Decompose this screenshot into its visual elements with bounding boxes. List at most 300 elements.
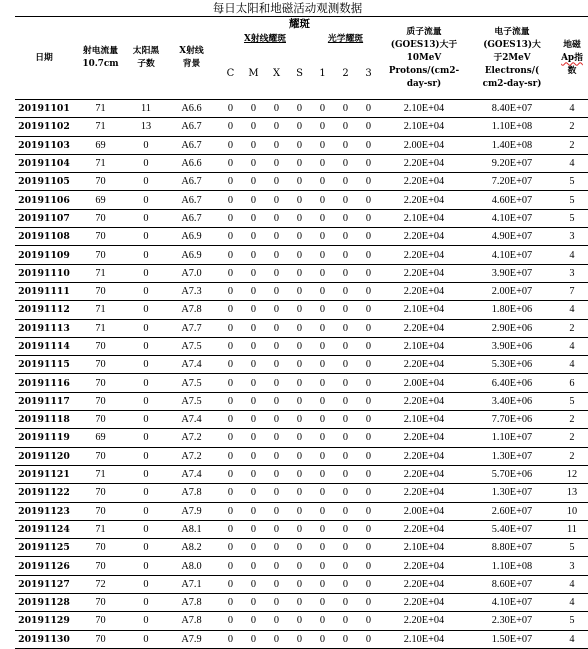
radio-flux-cell: 70 xyxy=(73,282,128,300)
sunspot-cell: 0 xyxy=(128,246,164,264)
proton-flux-cell: 2.20E+04 xyxy=(380,520,468,538)
flare-m-cell: 0 xyxy=(242,594,265,612)
ap-index-cell: 5 xyxy=(556,392,588,410)
date-cell: 20191124 xyxy=(15,520,73,538)
flare-c-cell: 0 xyxy=(219,575,242,593)
date-cell: 20191121 xyxy=(15,465,73,483)
date-cell: 20191126 xyxy=(15,557,73,575)
electron-flux-cell: 7.20E+07 xyxy=(468,173,556,191)
flare-1-cell: 0 xyxy=(311,447,334,465)
flare-1-cell: 0 xyxy=(311,484,334,502)
flare-s-cell: 0 xyxy=(288,484,311,502)
flare-m-cell: 0 xyxy=(242,429,265,447)
sunspot-cell: 0 xyxy=(128,356,164,374)
radio-flux-cell: 69 xyxy=(73,191,128,209)
ap-index-cell: 11 xyxy=(556,520,588,538)
date-cell: 20191117 xyxy=(15,392,73,410)
flare-3-cell: 0 xyxy=(357,594,380,612)
ap-index-cell: 2 xyxy=(556,411,588,429)
proton-flux-cell: 2.10E+04 xyxy=(380,301,468,319)
flare-x-cell: 0 xyxy=(265,392,288,410)
proton-flux-cell: 2.10E+04 xyxy=(380,411,468,429)
date-cell: 20191130 xyxy=(15,630,73,648)
flare-1-cell: 0 xyxy=(311,301,334,319)
date-cell: 20191116 xyxy=(15,374,73,392)
flare-s-cell: 0 xyxy=(288,429,311,447)
flare-m-cell: 0 xyxy=(242,246,265,264)
radio-flux-cell: 70 xyxy=(73,246,128,264)
flare-3-cell: 0 xyxy=(357,484,380,502)
flare-m-cell: 0 xyxy=(242,319,265,337)
sunspot-cell: 0 xyxy=(128,465,164,483)
flare-1-cell: 0 xyxy=(311,191,334,209)
flare-c-cell: 0 xyxy=(219,191,242,209)
flare-class-c-header: C xyxy=(219,47,242,100)
flare-x-cell: 0 xyxy=(265,465,288,483)
flare-3-cell: 0 xyxy=(357,612,380,630)
date-cell: 20191114 xyxy=(15,337,73,355)
electron-flux-cell: 2.90E+06 xyxy=(468,319,556,337)
flare-c-cell: 0 xyxy=(219,539,242,557)
flare-3-cell: 0 xyxy=(357,630,380,648)
flare-m-cell: 0 xyxy=(242,154,265,172)
proton-flux-cell: 2.20E+04 xyxy=(380,484,468,502)
flare-c-cell: 0 xyxy=(219,557,242,575)
flare-class-x-header: X xyxy=(265,47,288,100)
flare-s-cell: 0 xyxy=(288,594,311,612)
flare-m-cell: 0 xyxy=(242,301,265,319)
sunspot-cell: 0 xyxy=(128,282,164,300)
xray-bg-cell: A7.5 xyxy=(164,374,219,392)
sunspot-cell: 0 xyxy=(128,136,164,154)
ap-index-cell: 5 xyxy=(556,612,588,630)
flare-m-cell: 0 xyxy=(242,282,265,300)
flare-x-cell: 0 xyxy=(265,447,288,465)
proton-flux-cell: 2.10E+04 xyxy=(380,630,468,648)
proton-flux-cell: 2.00E+04 xyxy=(380,502,468,520)
radio-flux-cell: 70 xyxy=(73,374,128,392)
flare-2-cell: 0 xyxy=(334,447,357,465)
flare-x-cell: 0 xyxy=(265,612,288,630)
flare-3-cell: 0 xyxy=(357,374,380,392)
flare-m-cell: 0 xyxy=(242,374,265,392)
flare-s-cell: 0 xyxy=(288,557,311,575)
flare-s-cell: 0 xyxy=(288,136,311,154)
flare-1-cell: 0 xyxy=(311,282,334,300)
flare-1-cell: 0 xyxy=(311,502,334,520)
table-row xyxy=(15,630,588,648)
col-xray-bg-header: X射线 背景 xyxy=(164,17,219,100)
flare-c-cell: 0 xyxy=(219,465,242,483)
electron-flux-cell: 7.70E+06 xyxy=(468,411,556,429)
flare-2-cell: 0 xyxy=(334,465,357,483)
flare-1-cell: 0 xyxy=(311,630,334,648)
sunspot-cell: 13 xyxy=(128,118,164,136)
flare-3-cell: 0 xyxy=(357,264,380,282)
col-proton-flux-header: 质子流量 (GOES13)大于 10MeV Protons/(cm2- day-sr) xyxy=(380,17,468,100)
xray-bg-cell: A6.9 xyxy=(164,246,219,264)
electron-flux-cell: 2.60E+07 xyxy=(468,502,556,520)
sunspot-cell: 0 xyxy=(128,575,164,593)
flare-s-cell: 0 xyxy=(288,282,311,300)
radio-flux-cell: 69 xyxy=(73,136,128,154)
date-cell: 20191125 xyxy=(15,539,73,557)
flare-c-cell: 0 xyxy=(219,154,242,172)
sunspot-cell: 11 xyxy=(128,100,164,118)
flare-3-cell: 0 xyxy=(357,301,380,319)
proton-flux-cell: 2.20E+04 xyxy=(380,557,468,575)
sunspot-cell: 0 xyxy=(128,228,164,246)
ap-index-cell: 12 xyxy=(556,465,588,483)
proton-flux-cell: 2.20E+04 xyxy=(380,191,468,209)
flare-s-cell: 0 xyxy=(288,575,311,593)
flare-c-cell: 0 xyxy=(219,319,242,337)
electron-flux-cell: 4.60E+07 xyxy=(468,191,556,209)
flare-3-cell: 0 xyxy=(357,282,380,300)
flare-1-cell: 0 xyxy=(311,246,334,264)
col-ap-index-header: 地磁 Ap指 数 xyxy=(556,17,588,100)
electron-flux-cell: 5.70E+06 xyxy=(468,465,556,483)
flare-1-cell: 0 xyxy=(311,429,334,447)
date-cell: 20191122 xyxy=(15,484,73,502)
flare-x-cell: 0 xyxy=(265,557,288,575)
flare-s-cell: 0 xyxy=(288,630,311,648)
radio-flux-cell: 71 xyxy=(73,520,128,538)
flare-1-cell: 0 xyxy=(311,209,334,227)
xray-flare-subheader: X射线耀斑 xyxy=(243,33,286,44)
date-cell: 20191101 xyxy=(15,100,73,118)
proton-flux-cell: 2.20E+04 xyxy=(380,612,468,630)
radio-flux-cell: 70 xyxy=(73,356,128,374)
sunspot-cell: 0 xyxy=(128,594,164,612)
flare-3-cell: 0 xyxy=(357,502,380,520)
table-row xyxy=(15,173,588,191)
sunspot-cell: 0 xyxy=(128,411,164,429)
flare-1-cell: 0 xyxy=(311,539,334,557)
flare-1-cell: 0 xyxy=(311,392,334,410)
flare-1-cell: 0 xyxy=(311,173,334,191)
sunspot-cell: 0 xyxy=(128,429,164,447)
flare-s-cell: 0 xyxy=(288,191,311,209)
date-cell: 20191118 xyxy=(15,411,73,429)
ap-index-cell: 5 xyxy=(556,539,588,557)
proton-flux-cell: 2.20E+04 xyxy=(380,246,468,264)
flare-x-cell: 0 xyxy=(265,100,288,118)
proton-flux-cell: 2.10E+04 xyxy=(380,118,468,136)
flare-m-cell: 0 xyxy=(242,539,265,557)
flare-c-cell: 0 xyxy=(219,136,242,154)
flare-1-cell: 0 xyxy=(311,154,334,172)
proton-flux-cell: 2.00E+04 xyxy=(380,136,468,154)
ap-index-cell: 4 xyxy=(556,594,588,612)
xray-bg-cell: A7.3 xyxy=(164,282,219,300)
ap-index-cell: 4 xyxy=(556,575,588,593)
xray-bg-cell: A7.5 xyxy=(164,337,219,355)
flare-1-cell: 0 xyxy=(311,356,334,374)
table-row xyxy=(15,429,588,447)
radio-flux-cell: 70 xyxy=(73,594,128,612)
table-row xyxy=(15,246,588,264)
xray-bg-cell: A6.6 xyxy=(164,154,219,172)
flare-x-cell: 0 xyxy=(265,484,288,502)
table-row xyxy=(15,575,588,593)
xray-bg-cell: A7.7 xyxy=(164,319,219,337)
flare-s-cell: 0 xyxy=(288,209,311,227)
flare-1-cell: 0 xyxy=(311,118,334,136)
table-row xyxy=(15,594,588,612)
table-row xyxy=(15,191,588,209)
flare-s-cell: 0 xyxy=(288,301,311,319)
table-row xyxy=(15,520,588,538)
optical-flare-subheader: 光学耀斑 xyxy=(327,33,364,44)
flare-x-cell: 0 xyxy=(265,575,288,593)
electron-flux-cell: 1.10E+08 xyxy=(468,118,556,136)
sunspot-cell: 0 xyxy=(128,337,164,355)
sunspot-cell: 0 xyxy=(128,612,164,630)
ap-index-cell: 5 xyxy=(556,173,588,191)
flare-3-cell: 0 xyxy=(357,575,380,593)
ap-index-cell: 7 xyxy=(556,282,588,300)
electron-flux-cell: 1.10E+07 xyxy=(468,429,556,447)
flare-c-cell: 0 xyxy=(219,173,242,191)
flare-1-cell: 0 xyxy=(311,228,334,246)
xray-bg-cell: A8.2 xyxy=(164,539,219,557)
flare-1-cell: 0 xyxy=(311,575,334,593)
flare-2-cell: 0 xyxy=(334,392,357,410)
flare-x-cell: 0 xyxy=(265,118,288,136)
flare-1-cell: 0 xyxy=(311,337,334,355)
electron-flux-cell: 1.50E+07 xyxy=(468,630,556,648)
flare-s-cell: 0 xyxy=(288,100,311,118)
table-row xyxy=(15,136,588,154)
flare-2-cell: 0 xyxy=(334,484,357,502)
proton-flux-cell: 2.20E+04 xyxy=(380,228,468,246)
ap-index-cell: 2 xyxy=(556,319,588,337)
flare-2-cell: 0 xyxy=(334,264,357,282)
flare-2-cell: 0 xyxy=(334,539,357,557)
flare-m-cell: 0 xyxy=(242,575,265,593)
flare-2-cell: 0 xyxy=(334,374,357,392)
sunspot-cell: 0 xyxy=(128,173,164,191)
flare-c-cell: 0 xyxy=(219,630,242,648)
flare-1-cell: 0 xyxy=(311,100,334,118)
radio-flux-cell: 71 xyxy=(73,118,128,136)
flare-c-cell: 0 xyxy=(219,447,242,465)
date-cell: 20191109 xyxy=(15,246,73,264)
electron-flux-cell: 4.10E+07 xyxy=(468,246,556,264)
flare-2-cell: 0 xyxy=(334,191,357,209)
electron-flux-cell: 5.30E+06 xyxy=(468,356,556,374)
flare-2-cell: 0 xyxy=(334,429,357,447)
flare-class-3-header: 3 xyxy=(357,47,380,100)
flare-c-cell: 0 xyxy=(219,264,242,282)
flare-s-cell: 0 xyxy=(288,173,311,191)
table-row xyxy=(15,118,588,136)
radio-flux-cell: 70 xyxy=(73,228,128,246)
flare-1-cell: 0 xyxy=(311,612,334,630)
ap-index-cell: 2 xyxy=(556,136,588,154)
xray-bg-cell: A6.7 xyxy=(164,136,219,154)
flare-1-cell: 0 xyxy=(311,557,334,575)
radio-flux-cell: 70 xyxy=(73,502,128,520)
flare-1-cell: 0 xyxy=(311,264,334,282)
date-cell: 20191111 xyxy=(15,282,73,300)
xray-bg-cell: A6.7 xyxy=(164,173,219,191)
col-flare-header: 耀斑 xyxy=(219,17,380,32)
col-radio-flux-header: 射电流量 10.7cm xyxy=(73,17,128,100)
flare-3-cell: 0 xyxy=(357,429,380,447)
radio-flux-cell: 70 xyxy=(73,392,128,410)
flare-c-cell: 0 xyxy=(219,484,242,502)
flare-c-cell: 0 xyxy=(219,118,242,136)
flare-x-cell: 0 xyxy=(265,594,288,612)
radio-flux-cell: 70 xyxy=(73,447,128,465)
flare-m-cell: 0 xyxy=(242,173,265,191)
sunspot-cell: 0 xyxy=(128,374,164,392)
proton-flux-cell: 2.20E+04 xyxy=(380,319,468,337)
flare-2-cell: 0 xyxy=(334,154,357,172)
xray-bg-cell: A7.5 xyxy=(164,392,219,410)
table-row xyxy=(15,228,588,246)
flare-x-cell: 0 xyxy=(265,173,288,191)
flare-3-cell: 0 xyxy=(357,411,380,429)
proton-flux-cell: 2.10E+04 xyxy=(380,100,468,118)
flare-x-cell: 0 xyxy=(265,356,288,374)
flare-x-cell: 0 xyxy=(265,282,288,300)
flare-m-cell: 0 xyxy=(242,209,265,227)
flare-3-cell: 0 xyxy=(357,118,380,136)
table-row xyxy=(15,411,588,429)
radio-flux-cell: 70 xyxy=(73,411,128,429)
flare-3-cell: 0 xyxy=(357,337,380,355)
flare-1-cell: 0 xyxy=(311,136,334,154)
flare-3-cell: 0 xyxy=(357,539,380,557)
flare-s-cell: 0 xyxy=(288,447,311,465)
flare-2-cell: 0 xyxy=(334,502,357,520)
sunspot-cell: 0 xyxy=(128,557,164,575)
ap-index-cell: 5 xyxy=(556,209,588,227)
sunspot-cell: 0 xyxy=(128,520,164,538)
date-cell: 20191113 xyxy=(15,319,73,337)
xray-bg-cell: A6.6 xyxy=(164,100,219,118)
flare-3-cell: 0 xyxy=(357,520,380,538)
col-date-header: 日期 xyxy=(15,17,73,100)
ap-index-cell: 2 xyxy=(556,118,588,136)
flare-s-cell: 0 xyxy=(288,337,311,355)
flare-x-cell: 0 xyxy=(265,319,288,337)
flare-s-cell: 0 xyxy=(288,356,311,374)
proton-flux-cell: 2.20E+04 xyxy=(380,429,468,447)
table-row xyxy=(15,209,588,227)
xray-bg-cell: A7.4 xyxy=(164,356,219,374)
electron-flux-cell: 3.90E+06 xyxy=(468,337,556,355)
electron-flux-cell: 8.80E+07 xyxy=(468,539,556,557)
ap-index-cell: 3 xyxy=(556,557,588,575)
flare-2-cell: 0 xyxy=(334,118,357,136)
flare-c-cell: 0 xyxy=(219,301,242,319)
col-electron-flux-header: 电子流量 (GOES13)大 于2MeV Electrons/( cm2-day-sr) xyxy=(468,17,556,100)
xray-bg-cell: A7.8 xyxy=(164,612,219,630)
sunspot-cell: 0 xyxy=(128,191,164,209)
date-cell: 20191119 xyxy=(15,429,73,447)
radio-flux-cell: 70 xyxy=(73,209,128,227)
flare-x-cell: 0 xyxy=(265,337,288,355)
date-cell: 20191104 xyxy=(15,154,73,172)
flare-m-cell: 0 xyxy=(242,191,265,209)
date-cell: 20191123 xyxy=(15,502,73,520)
electron-flux-cell: 8.40E+07 xyxy=(468,100,556,118)
date-cell: 20191128 xyxy=(15,594,73,612)
flare-s-cell: 0 xyxy=(288,502,311,520)
proton-flux-cell: 2.00E+04 xyxy=(380,374,468,392)
electron-flux-cell: 3.90E+07 xyxy=(468,264,556,282)
flare-s-cell: 0 xyxy=(288,465,311,483)
flare-1-cell: 0 xyxy=(311,594,334,612)
flare-2-cell: 0 xyxy=(334,520,357,538)
flare-2-cell: 0 xyxy=(334,594,357,612)
flare-s-cell: 0 xyxy=(288,520,311,538)
table-row xyxy=(15,502,588,520)
ap-index-cell: 3 xyxy=(556,228,588,246)
flare-2-cell: 0 xyxy=(334,356,357,374)
flare-3-cell: 0 xyxy=(357,173,380,191)
flare-m-cell: 0 xyxy=(242,612,265,630)
sunspot-cell: 0 xyxy=(128,484,164,502)
flare-3-cell: 0 xyxy=(357,136,380,154)
flare-m-cell: 0 xyxy=(242,337,265,355)
xray-bg-cell: A7.9 xyxy=(164,630,219,648)
xray-bg-cell: A6.7 xyxy=(164,118,219,136)
flare-x-cell: 0 xyxy=(265,520,288,538)
sunspot-cell: 0 xyxy=(128,447,164,465)
xray-bg-cell: A7.8 xyxy=(164,484,219,502)
flare-m-cell: 0 xyxy=(242,136,265,154)
radio-flux-cell: 70 xyxy=(73,337,128,355)
flare-2-cell: 0 xyxy=(334,209,357,227)
flare-s-cell: 0 xyxy=(288,264,311,282)
proton-flux-cell: 2.10E+04 xyxy=(380,209,468,227)
flare-c-cell: 0 xyxy=(219,392,242,410)
flare-x-cell: 0 xyxy=(265,539,288,557)
flare-x-cell: 0 xyxy=(265,209,288,227)
ap-index-cell: 13 xyxy=(556,484,588,502)
proton-flux-cell: 2.20E+04 xyxy=(380,575,468,593)
ap-index-cell: 5 xyxy=(556,191,588,209)
flare-x-cell: 0 xyxy=(265,374,288,392)
flare-2-cell: 0 xyxy=(334,337,357,355)
ap-index-cell: 4 xyxy=(556,246,588,264)
xray-bg-cell: A8.0 xyxy=(164,557,219,575)
flare-1-cell: 0 xyxy=(311,465,334,483)
xray-bg-cell: A7.4 xyxy=(164,411,219,429)
table-row xyxy=(15,356,588,374)
radio-flux-cell: 70 xyxy=(73,557,128,575)
table-row xyxy=(15,465,588,483)
radio-flux-cell: 69 xyxy=(73,429,128,447)
flare-s-cell: 0 xyxy=(288,118,311,136)
flare-x-cell: 0 xyxy=(265,264,288,282)
date-cell: 20191105 xyxy=(15,173,73,191)
electron-flux-cell: 1.40E+08 xyxy=(468,136,556,154)
col-sunspot-header: 太阳黑 子数 xyxy=(128,17,164,100)
ap-index-cell: 3 xyxy=(556,264,588,282)
flare-m-cell: 0 xyxy=(242,356,265,374)
table-row xyxy=(15,392,588,410)
ap-index-cell: 4 xyxy=(556,337,588,355)
flare-m-cell: 0 xyxy=(242,502,265,520)
flare-1-cell: 0 xyxy=(311,411,334,429)
proton-flux-cell: 2.20E+04 xyxy=(380,154,468,172)
